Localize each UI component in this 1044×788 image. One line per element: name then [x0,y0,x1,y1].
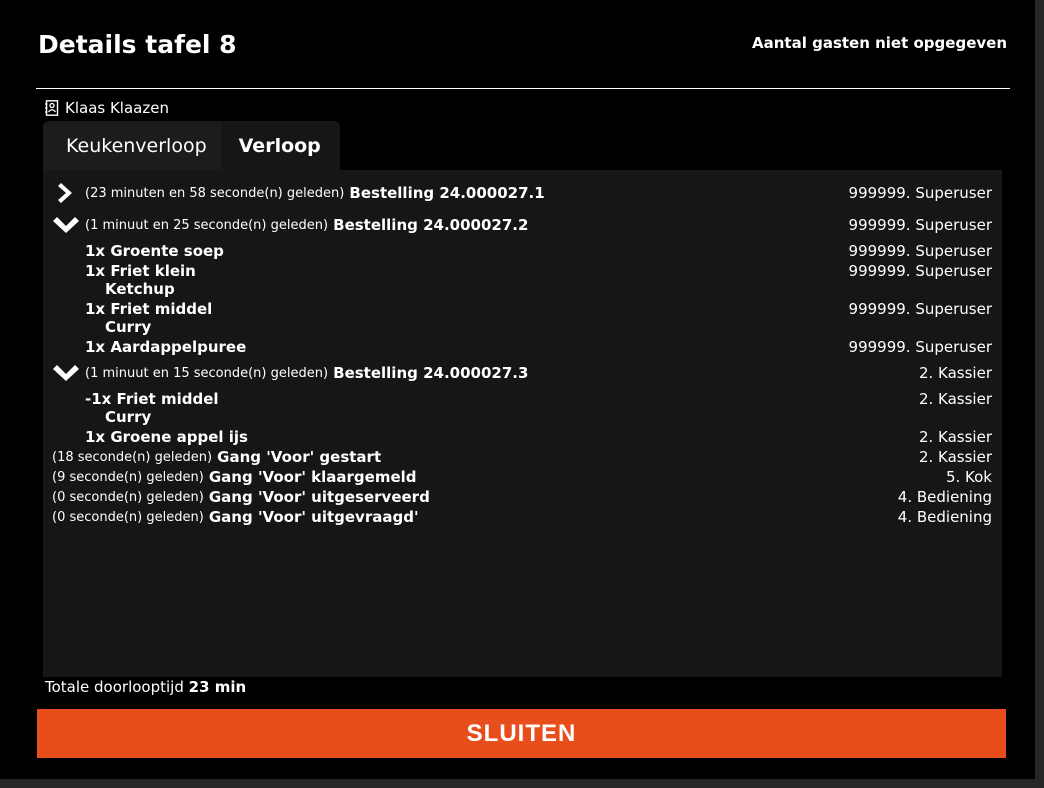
order-user: 999999. Superuser [848,184,992,202]
tab-verloop[interactable]: Verloop [221,121,340,170]
item-user: 2. Kassier [918,390,992,408]
dialog-title: Details tafel 8 [38,30,237,59]
order-item [43,261,992,281]
event-time: (0 seconde(n) geleden) [52,509,204,525]
event-row [43,507,992,527]
close-button[interactable]: SLUITEN [37,709,1006,758]
order-user: 999999. Superuser [848,216,992,234]
modifier-name: Curry [105,318,152,336]
event-text: Gang 'Voor' gestart [217,448,382,466]
order-item [43,299,992,319]
modifier-name: Ketchup [105,280,175,298]
event-time: (9 seconde(n) geleden) [52,469,204,485]
item-name: 1x Groente soep [85,242,224,260]
item-user: 999999. Superuser [848,300,992,318]
order-title: Bestelling 24.000027.3 [333,364,529,382]
event-text: Gang 'Voor' klaargemeld [208,468,417,486]
item-name: 1x Friet middel [85,300,213,318]
order-time: (1 minuut en 25 seconde(n) geleden) [85,217,329,233]
total-value: 23 min [188,678,247,696]
tab-bar [43,121,340,170]
item-modifier [43,279,992,299]
customer-name: Klaas Klaazen [65,99,169,117]
item-user: 2. Kassier [918,428,992,446]
guest-count-label[interactable]: Aantal gasten niet opgegeven [752,34,1007,52]
total-label: Totale doorlooptijd [45,678,184,696]
order-item [43,427,992,447]
order-item [43,389,992,409]
item-name: 1x Groene appel ijs [85,428,248,446]
event-user: 5. Kok [945,468,992,486]
order-item [43,241,992,261]
item-modifier [43,407,992,427]
order-time: (1 minuut en 15 seconde(n) geleden) [85,365,329,381]
history-panel [43,170,1002,677]
event-row [43,447,992,467]
event-row [43,467,992,487]
order-user: 2. Kassier [918,364,992,382]
contact-card-icon [45,100,59,116]
event-user: 4. Bediening [897,508,992,526]
item-name: -1x Friet middel [85,390,219,408]
event-row [43,487,992,507]
modifier-name: Curry [105,408,152,426]
item-modifier [43,317,992,337]
order-row [43,215,992,235]
event-time: (18 seconde(n) geleden) [52,449,213,465]
order-title: Bestelling 24.000027.2 [333,216,529,234]
item-user: 999999. Superuser [848,338,992,356]
event-user: 2. Kassier [918,448,992,466]
event-user: 4. Bediening [897,488,992,506]
event-time: (0 seconde(n) geleden) [52,489,204,505]
order-time: (23 minuten en 58 seconde(n) geleden) [85,185,345,201]
customer-info [45,99,169,117]
item-name: 1x Friet klein [85,262,196,280]
total-duration [45,678,246,696]
event-text: Gang 'Voor' uitgevraagd' [208,508,419,526]
chevron-right-icon[interactable] [51,183,81,203]
item-name: 1x Aardappelpuree [85,338,247,356]
order-title: Bestelling 24.000027.1 [349,184,545,202]
item-user: 999999. Superuser [848,262,992,280]
item-user: 999999. Superuser [848,242,992,260]
order-item [43,337,992,357]
header-divider [36,88,1010,89]
chevron-down-icon[interactable] [51,363,81,383]
event-text: Gang 'Voor' uitgeserveerd [208,488,430,506]
order-row [43,183,992,203]
order-row [43,363,992,383]
chevron-down-icon[interactable] [51,215,81,235]
tab-keukenverloop[interactable]: Keukenverloop [43,121,221,170]
